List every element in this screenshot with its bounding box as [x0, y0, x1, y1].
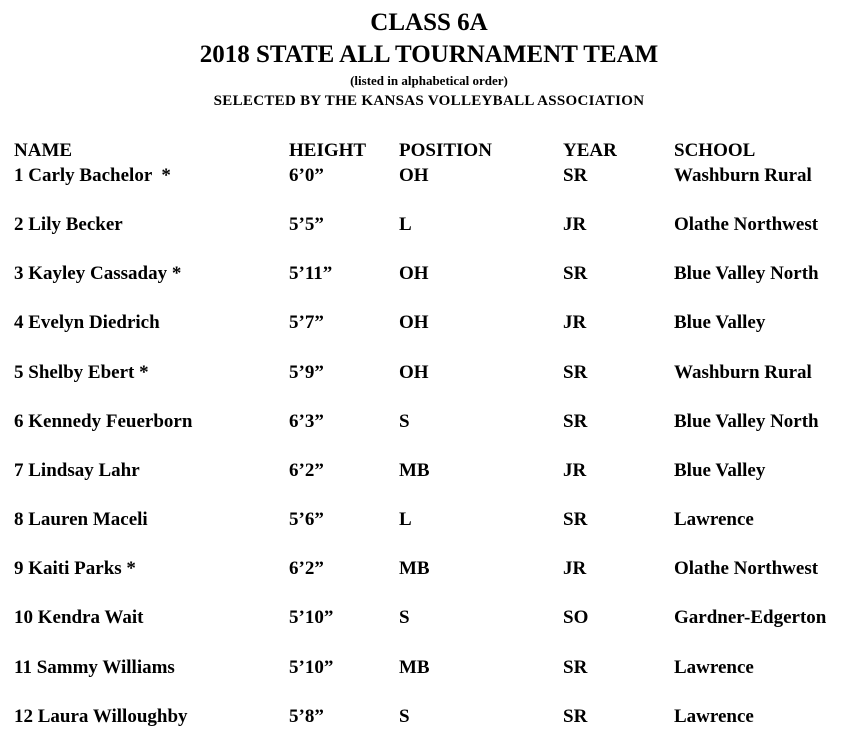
column-header-position: POSITION	[399, 140, 492, 161]
table-row	[0, 606, 858, 630]
player-height: 6’0”	[289, 165, 324, 186]
player-school: Washburn Rural	[674, 362, 812, 383]
player-height: 5’7”	[289, 312, 324, 333]
player-height: 5’9”	[289, 362, 324, 383]
player-year: SR	[563, 362, 588, 383]
player-height: 5’11”	[289, 263, 333, 284]
player-name: 2 Lily Becker	[14, 214, 123, 235]
table-row	[0, 213, 858, 237]
player-school: Washburn Rural	[674, 165, 812, 186]
player-school: Blue Valley North	[674, 263, 819, 284]
column-header-height: HEIGHT	[289, 140, 367, 161]
player-year: SR	[563, 509, 588, 530]
player-name: 6 Kennedy Feuerborn	[14, 411, 193, 432]
player-position: S	[399, 411, 410, 432]
player-name: 10 Kendra Wait	[14, 607, 144, 628]
table-row	[0, 164, 858, 188]
table-row	[0, 410, 858, 434]
page-subtitle: (listed in alphabetical order)	[350, 73, 508, 88]
player-position: OH	[399, 165, 429, 186]
column-header-year: YEAR	[563, 140, 617, 161]
player-height: 5’6”	[289, 509, 324, 530]
player-school: Olathe Northwest	[674, 558, 819, 579]
player-position: MB	[399, 460, 430, 481]
table-row	[0, 508, 858, 532]
player-year: SR	[563, 657, 588, 678]
column-header-school: SCHOOL	[674, 140, 756, 161]
player-name: 3 Kayley Cassaday *	[14, 263, 182, 284]
table-row	[0, 361, 858, 385]
player-name: 5 Shelby Ebert *	[14, 362, 149, 383]
player-school: Blue Valley	[674, 460, 766, 481]
table-row	[0, 656, 858, 680]
player-year: JR	[563, 558, 587, 579]
class-heading: CLASS 6A	[370, 9, 488, 36]
table-row	[0, 705, 858, 729]
player-height: 5’8”	[289, 706, 324, 727]
player-name: 4 Evelyn Diedrich	[14, 312, 160, 333]
player-height: 6’2”	[289, 460, 324, 481]
column-header-name: NAME	[14, 140, 73, 161]
player-position: L	[399, 214, 412, 235]
table-row	[0, 262, 858, 286]
player-year: JR	[563, 312, 587, 333]
player-school: Olathe Northwest	[674, 214, 819, 235]
player-name: 11 Sammy Williams	[14, 657, 175, 678]
player-position: OH	[399, 263, 429, 284]
player-position: OH	[399, 362, 429, 383]
player-position: OH	[399, 312, 429, 333]
player-school: Blue Valley North	[674, 411, 819, 432]
table-row	[0, 459, 858, 483]
player-name: 8 Lauren Maceli	[14, 509, 148, 530]
player-school: Blue Valley	[674, 312, 766, 333]
selected-by-line: SELECTED BY THE KANSAS VOLLEYBALL ASSOCIATION	[213, 93, 645, 109]
table-row	[0, 311, 858, 335]
player-name: 7 Lindsay Lahr	[14, 460, 140, 481]
player-school: Lawrence	[674, 706, 754, 727]
page-title: 2018 STATE ALL TOURNAMENT TEAM	[199, 41, 659, 68]
player-school: Lawrence	[674, 657, 754, 678]
player-name: 1 Carly Bachelor *	[14, 165, 171, 186]
player-position: MB	[399, 657, 430, 678]
column-header-row	[0, 139, 858, 163]
player-year: JR	[563, 214, 587, 235]
player-height: 5’5”	[289, 214, 324, 235]
table-row	[0, 557, 858, 581]
player-year: SR	[563, 263, 588, 284]
player-name: 9 Kaiti Parks *	[14, 558, 136, 579]
player-name: 12 Laura Willoughby	[14, 706, 188, 727]
player-height: 6’3”	[289, 411, 324, 432]
player-height: 6’2”	[289, 558, 324, 579]
player-year: SR	[563, 165, 588, 186]
player-height: 5’10”	[289, 607, 334, 628]
player-position: L	[399, 509, 412, 530]
player-position: MB	[399, 558, 430, 579]
player-year: SR	[563, 411, 588, 432]
player-school: Lawrence	[674, 509, 754, 530]
player-school: Gardner-Edgerton	[674, 607, 827, 628]
player-height: 5’10”	[289, 657, 334, 678]
player-year: SO	[563, 607, 589, 628]
player-position: S	[399, 607, 410, 628]
player-position: S	[399, 706, 410, 727]
player-year: SR	[563, 706, 588, 727]
player-year: JR	[563, 460, 587, 481]
